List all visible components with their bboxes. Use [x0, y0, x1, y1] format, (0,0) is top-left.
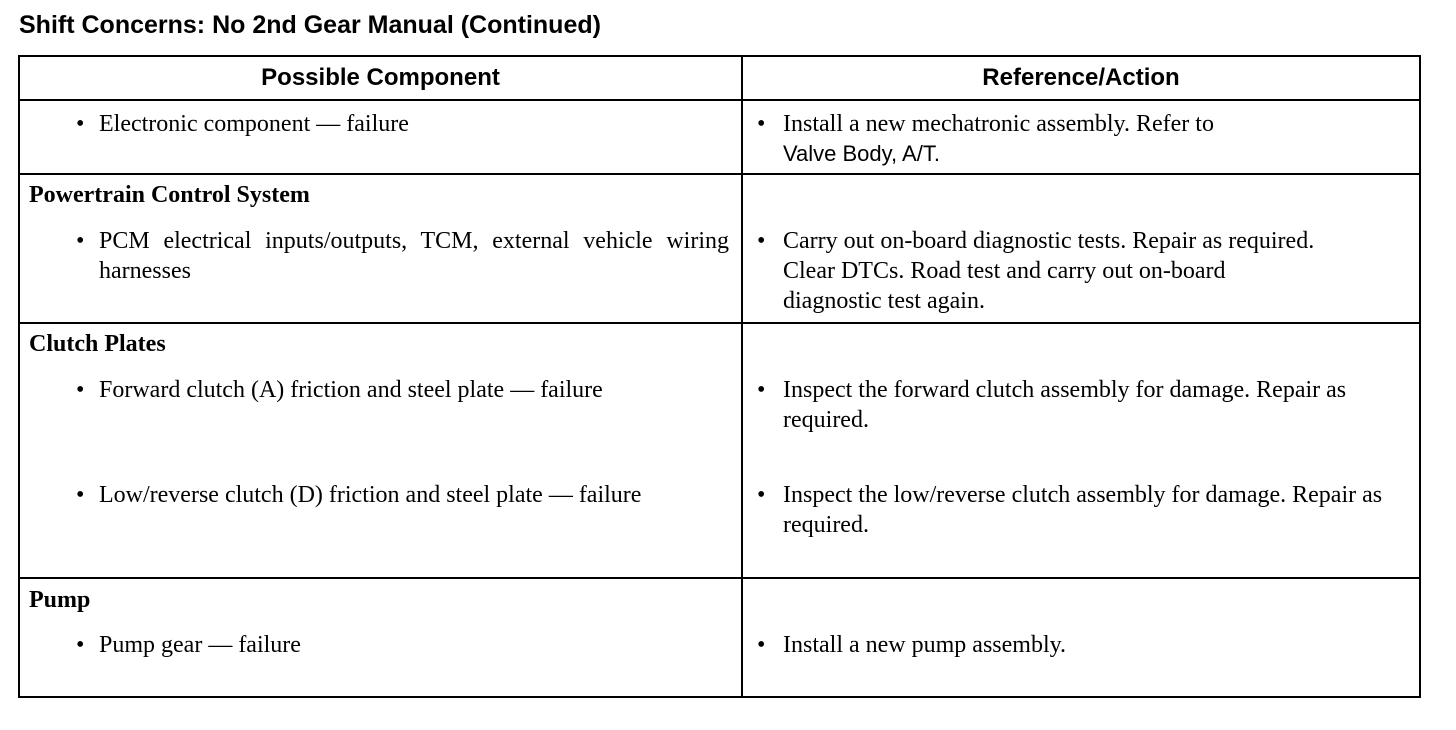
bullet-icon: •: [76, 482, 85, 508]
action-text: Inspect the forward clutch assembly for damage. Repair as required.: [783, 377, 1347, 433]
component-cell: [19, 578, 742, 697]
column-header-reference-action: Reference/Action: [742, 56, 1420, 100]
bullet-icon: •: [757, 377, 766, 403]
action-text: Inspect the low/reverse clutch assembly for damage. Repair as required.: [783, 482, 1383, 538]
action-text: Carry out on-board diagnostic tests. Repair as required. Clear DTCs. Road test and carry out on-board diagnostic test again.: [783, 228, 1315, 314]
bullet-icon: •: [757, 228, 766, 254]
group-heading: Powertrain Control System: [29, 182, 310, 208]
bullet-icon: •: [757, 632, 766, 658]
bullet-icon: •: [76, 228, 85, 254]
action-cell: [742, 323, 1420, 578]
reference-link[interactable]: Valve Body, A/T.: [783, 141, 940, 166]
component-text: PCM electrical inputs/outputs, TCM, external vehicle wiring harnesses: [99, 228, 729, 284]
component-cell: [19, 323, 742, 578]
table-row: [19, 578, 1420, 697]
component-cell: [19, 174, 742, 323]
bullet-icon: •: [757, 482, 766, 508]
table-row: [19, 100, 1420, 174]
group-heading: Pump: [29, 587, 91, 613]
component-text: Pump gear — failure: [99, 632, 301, 658]
component-text: Electronic component — failure: [99, 111, 409, 137]
action-cell: [742, 578, 1420, 697]
bullet-icon: •: [757, 111, 766, 137]
column-header-possible-component: Possible Component: [19, 56, 742, 100]
bullet-icon: •: [76, 111, 85, 137]
action-text: Install a new mechatronic assembly. Refer to: [783, 111, 1214, 137]
group-heading: Clutch Plates: [29, 331, 166, 357]
action-text: Install a new pump assembly.: [783, 632, 1067, 658]
table-row: [19, 174, 1420, 323]
bullet-icon: •: [76, 632, 85, 658]
action-cell: [742, 100, 1420, 174]
bullet-icon: •: [76, 377, 85, 403]
component-text: Low/reverse clutch (D) friction and steel plate — failure: [99, 482, 642, 508]
component-cell: [19, 100, 742, 174]
page-title: Shift Concerns: No 2nd Gear Manual (Continued): [19, 11, 601, 39]
diagnostic-table: [18, 55, 1421, 698]
component-text: Forward clutch (A) friction and steel plate — failure: [99, 377, 603, 403]
table-row: [19, 323, 1420, 578]
action-cell: [742, 174, 1420, 323]
table-header-row: [19, 56, 1420, 100]
